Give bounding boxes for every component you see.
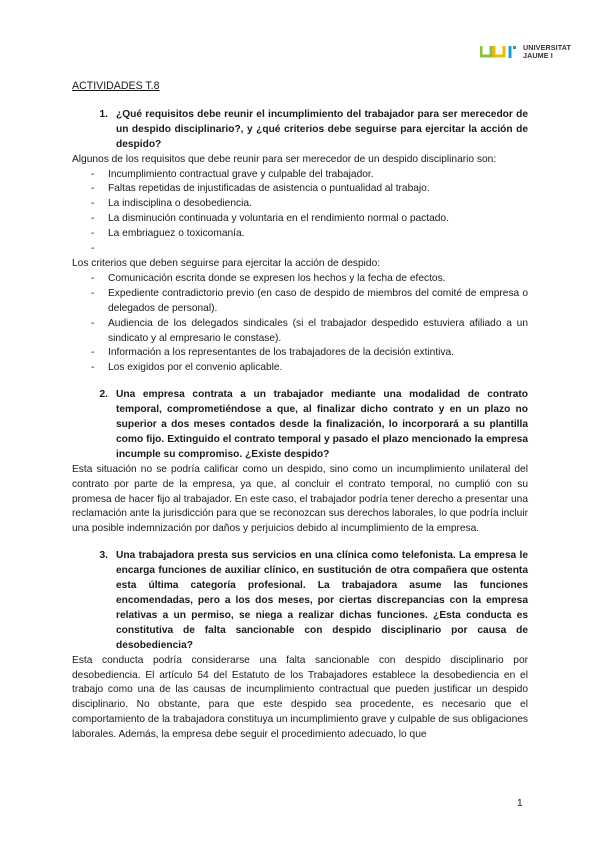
logo-line-2: JAUME I	[523, 51, 553, 60]
university-logo-text	[523, 44, 571, 59]
question-number: 2.	[99, 389, 108, 401]
question-number: 1.	[99, 108, 108, 120]
question-text: ¿Qué requisitos debe reunir el incumplimiento del trabajador para ser merecedor de un despido disciplinario?, y ¿qué criterios debe seguirse para ejercitar la acción de despido?	[116, 108, 528, 150]
answer-paragraph: Esta situación no se podría calificar como un despido, sino como un incumplimiento unilateral del contrato por parte de la empresa, ya que, al concluir el contrato temporal, no cumplió con su promesa de hacer fijo al trabajador. En este caso, el trabajador podría tener derecho a presentar una reclamación ante la jurisdicción para que se reconozcan sus derechos laborales, lo que podría incluir una posible indemnización por daños y perjuicios debido al incumplimiento de la empresa.	[72, 463, 528, 535]
page-number: 1	[517, 798, 523, 809]
list-item: - Expediente contradictorio previo (en caso de despido de miembros del comité de empresa o delegados de personal).	[91, 287, 528, 314]
page-title: ACTIVIDADES T.8	[72, 80, 160, 92]
list-item: - La indisciplina o desobediencia.	[91, 198, 252, 210]
list-item: - Incumplimiento contractual grave y culpable del trabajador.	[91, 168, 374, 180]
criteria-list	[72, 272, 528, 376]
document-body	[72, 79, 528, 743]
question-1	[72, 108, 528, 153]
question-2	[72, 388, 528, 463]
question-text: Una trabajadora presta sus servicios en una clínica como telefonista. La empresa le encarga funciones de auxiliar clínico, en sustitución de otra compañera que ostenta esta última categoría profesional. La trabajadora asume las funciones encomendadas, pero a los dos meses, por ciertas discrepancias con la empresa relativas a un permiso, se niega a realizar dichas funciones. ¿Esta conducta es constitutiva de falta sancionable con despido disciplinario por causa de desobediencia?	[116, 550, 528, 651]
list-item: - Los exigidos por el convenio aplicable.	[91, 362, 283, 374]
answer-paragraph: Esta conducta podría considerarse una falta sancionable con despido disciplinario por desobediencia. El artículo 54 del Estatuto de los Trabajadores establece la desobediencia en el trabajo como una de las causas de incumplimiento contractual que pueden justificar un despido disciplinario. No obstante, para que este despido sea procedente, es necesario que el comportamiento de la trabajadora constituya un incumplimiento grave y culpable de sus obligaciones laborales. Además, la empresa debe seguir el procedimiento adecuado, lo que	[72, 654, 528, 741]
list-item: - La disminución continuada y voluntaria en el rendimiento normal o pactado.	[91, 213, 449, 225]
list-item: - Audiencia de los delegados sindicales (si el trabajador despedido estuviera afiliado a un sindicato y al empresario le constase).	[91, 317, 528, 344]
answer-intro-2: Los criterios que deben seguirse para ejercitar la acción de despido:	[72, 257, 381, 269]
question-text: Una empresa contrata a un trabajador mediante una modalidad de contrato temporal, comprometiéndose a que, al finalizar dicho contrato y en un plazo no superior a dos meses contados desde la finalización, lo incorporará a su plantilla como fijo. Extinguido el contrato temporal y pasado el plazo mencionado la empresa incumple su compromiso. ¿Existe despido?	[116, 389, 528, 460]
logo-line-1: UNIVERSITAT	[523, 43, 571, 53]
answer-intro: Algunos de los requisitos que debe reunir para ser merecedor de un despido disciplinario son:	[72, 153, 497, 165]
list-item: - Faltas repetidas de injustificadas de asistencia o puntualidad al trabajo.	[91, 183, 430, 195]
list-item: - La embriaguez o toxicomanía.	[91, 228, 245, 240]
requirements-list	[72, 168, 528, 257]
question-number: 3.	[99, 550, 108, 562]
university-logo	[480, 44, 571, 60]
university-logo-icon	[480, 44, 520, 60]
list-item: -	[91, 243, 95, 255]
list-item: - Información a los representantes de los trabajadores de la decisión extintiva.	[91, 347, 455, 359]
list-item: - Comunicación escrita donde se expresen los hechos y la fecha de efectos.	[91, 272, 446, 284]
question-3	[72, 549, 528, 653]
